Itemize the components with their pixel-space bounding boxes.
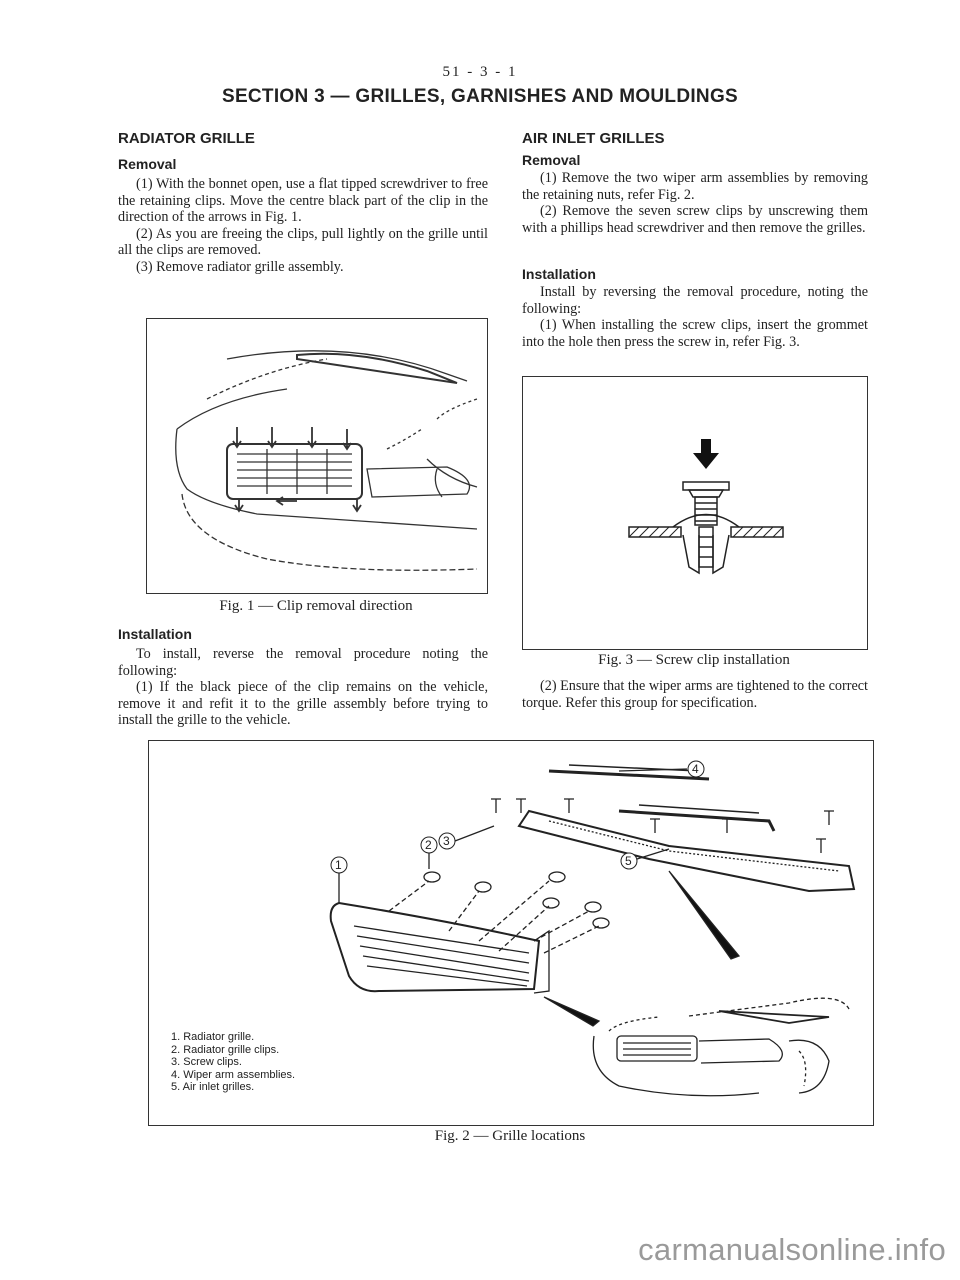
callout-5: 5	[625, 854, 632, 868]
fig2-caption: Fig. 2 — Grille locations	[434, 1128, 586, 1144]
air-inlet-after-fig3	[522, 678, 868, 711]
radiator-installation-text	[118, 646, 488, 729]
air-inlet-removal-steps	[522, 170, 868, 236]
fig3-illustration	[522, 376, 868, 650]
fig1-illustration	[146, 318, 488, 594]
legend-item: 3. Screw clips.	[171, 1056, 242, 1068]
legend-item: 2. Radiator grille clips.	[171, 1043, 280, 1056]
air-inlet-installation-heading: Installation	[522, 266, 596, 282]
callout-2: 2	[425, 838, 432, 852]
radiator-removal-step-2: (2) As you are freeing the clips, pull lightly on the grille until all the clips are removed.	[118, 225, 488, 259]
radiator-removal-step-1: (1) With the bonnet open, use a flat tipped screwdriver to free the retaining clips. Move the centre black part of the clip in the direction of the arrows in Fig. 1.	[118, 176, 488, 226]
air-inlet-removal-step-1: (1) Remove the two wiper arm assemblies by removing the retaining nuts, refer Fig. 2.	[522, 170, 868, 203]
radiator-removal-steps	[118, 176, 488, 276]
watermark-text: carmanualsonline.info	[638, 1232, 946, 1267]
radiator-installation-step-1: (1) If the black piece of the clip remains on the vehicle, remove it and refit it to the grille assembly before trying to install the grille to the vehicle.	[118, 679, 488, 729]
radiator-removal-heading: Removal	[118, 156, 177, 172]
air-inlet-installation-intro: Install by reversing the removal procedure, noting the following:	[522, 284, 868, 317]
legend-item: 4. Wiper arm assemblies.	[171, 1068, 296, 1081]
air-inlet-removal-heading: Removal	[522, 152, 581, 168]
fig2-illustration	[148, 740, 874, 1126]
fig3-screw-clip-drawing	[523, 377, 867, 649]
air-inlet-installation-step-2: (2) Ensure that the wiper arms are tightened to the correct torque. Refer this group for specification.	[522, 678, 868, 711]
radiator-removal-step-3: (3) Remove radiator grille assembly.	[136, 258, 344, 275]
callout-4: 4	[692, 762, 699, 776]
radiator-grille-heading: RADIATOR GRILLE	[118, 130, 255, 147]
air-inlet-removal-step-2: (2) Remove the seven screw clips by unscrewing them with a phillips head screwdriver and then remove the grilles.	[522, 203, 868, 236]
radiator-installation-heading: Installation	[118, 626, 192, 642]
callout-1: 1	[335, 858, 342, 872]
section-title: SECTION 3 — GRILLES, GARNISHES AND MOULDINGS	[221, 86, 739, 107]
fig2-legend	[171, 1031, 295, 1094]
callout-3: 3	[443, 834, 450, 848]
legend-item: 1. Radiator grille.	[171, 1031, 255, 1043]
legend-item: 5. Air inlet grilles.	[171, 1081, 255, 1093]
fig3-caption: Fig. 3 — Screw clip installation	[598, 652, 790, 668]
radiator-installation-intro: To install, reverse the removal procedure noting the following:	[118, 646, 488, 679]
air-inlet-installation-text	[522, 284, 868, 350]
air-inlet-installation-step-1: (1) When installing the screw clips, insert the grommet into the hole then press the screw in, refer Fig. 3.	[522, 317, 868, 350]
page-number: 51 - 3 - 1	[442, 64, 518, 80]
fig1-car-front-drawing	[147, 319, 487, 593]
air-inlet-grilles-heading: AIR INLET GRILLES	[522, 130, 665, 147]
fig1-caption: Fig. 1 — Clip removal direction	[219, 598, 413, 614]
